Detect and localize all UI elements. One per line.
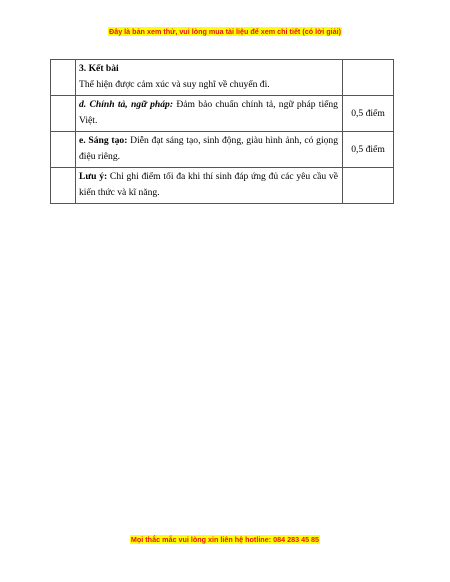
table-row bbox=[51, 60, 394, 96]
note-text: Chỉ ghi điểm tối đa khi thí sinh đáp ứng đủ các yêu cầu về kiến thức và kĩ năng. bbox=[79, 171, 338, 198]
criterion-cell bbox=[76, 96, 343, 132]
hotline-text: Mọi thắc mắc vui lòng xin liên hệ hotline: 084 283 45 85 bbox=[130, 535, 320, 544]
points-cell: 0,5 điểm bbox=[343, 132, 394, 168]
criterion-cell bbox=[76, 60, 343, 96]
table-row bbox=[51, 168, 394, 204]
points-cell bbox=[343, 168, 394, 204]
table-row bbox=[51, 132, 394, 168]
criterion-text: Đảm bảo chuẩn chính tả, ngữ pháp tiếng Việt. bbox=[79, 99, 338, 126]
criterion-heading: e. Sáng tạo: bbox=[79, 135, 128, 146]
empty-cell bbox=[51, 96, 76, 132]
criterion-cell bbox=[76, 132, 343, 168]
note-cell bbox=[76, 168, 343, 204]
table-row bbox=[51, 96, 394, 132]
preview-notice-banner bbox=[0, 27, 450, 37]
criterion-heading: 3. Kết bài bbox=[79, 63, 119, 74]
note-heading: Lưu ý: bbox=[79, 171, 108, 182]
empty-cell bbox=[51, 168, 76, 204]
criterion-text: Thể hiện được cảm xúc và suy nghĩ về chuyến đi. bbox=[79, 79, 270, 90]
hotline-banner bbox=[0, 535, 450, 545]
criterion-heading: d. Chính tả, ngữ pháp: bbox=[79, 99, 174, 110]
points-cell bbox=[343, 60, 394, 96]
empty-cell bbox=[51, 60, 76, 96]
criterion-text: Diễn đạt sáng tạo, sinh động, giàu hình ảnh, có giọng điệu riêng. bbox=[79, 135, 338, 162]
empty-cell bbox=[51, 132, 76, 168]
grading-rubric-table bbox=[50, 59, 394, 204]
points-cell: 0,5 điểm bbox=[343, 96, 394, 132]
preview-notice-text: Đây là bản xem thử, vui lòng mua tài liệu để xem chi tiết (có lời giải) bbox=[109, 27, 341, 36]
